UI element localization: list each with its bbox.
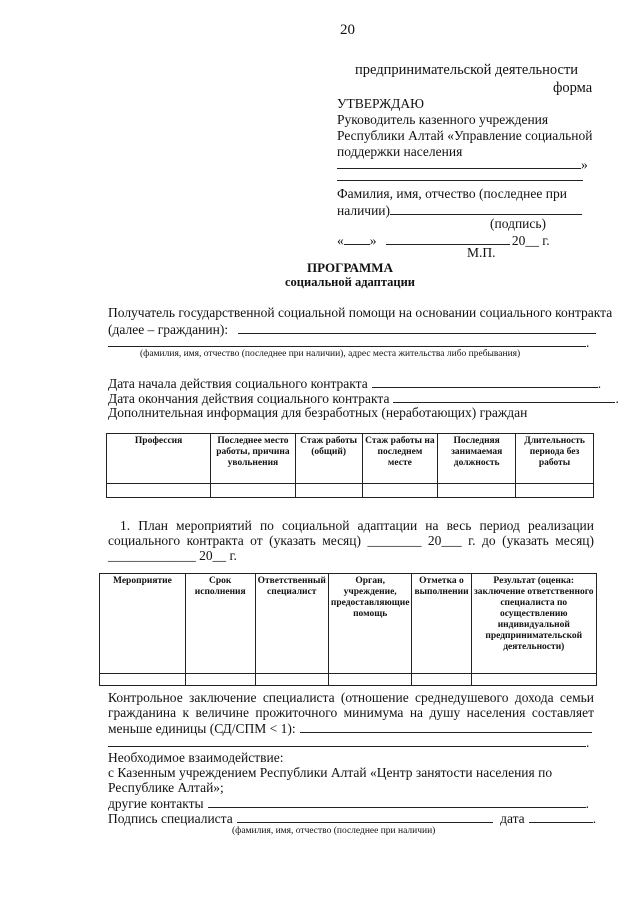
approval-date: « » 20__ г. <box>337 233 550 248</box>
column-header: Ответственный специалист <box>255 574 328 674</box>
table-cell <box>362 484 438 498</box>
table-cell <box>295 484 362 498</box>
table-cell <box>471 674 596 686</box>
column-header: Последняя занимаемая должность <box>438 434 516 484</box>
approver-blank-line: » <box>337 156 588 173</box>
column-header: Мероприятие <box>100 574 186 674</box>
signature-caption: (подпись) <box>490 216 547 231</box>
table-cell <box>516 484 594 498</box>
table-cell <box>107 484 211 498</box>
column-header: Стаж работы на последнем месте <box>362 434 438 484</box>
recipient-blank-line: . <box>108 334 589 351</box>
divider <box>337 180 583 181</box>
plan-text: социального контракта от (указать месяц) ________ 20___ г. до (указать месяц) <box>108 533 594 548</box>
stamp-label: М.П. <box>467 245 496 260</box>
contract-end: Дата окончания действия социального контракта . <box>108 391 619 406</box>
plan-text: 1. План мероприятий по социальной адаптации на весь период реализации <box>120 518 594 533</box>
signature-caption: (фамилия, имя, отчество (последнее при наличии) <box>232 826 436 836</box>
table-cell <box>211 484 295 498</box>
table-cell <box>100 674 186 686</box>
approver-line: Руководитель казенного учреждения <box>337 112 549 127</box>
table-cell <box>255 674 328 686</box>
contract-start: Дата начала действия социального контракта . <box>108 376 602 391</box>
fio-line: наличии) <box>337 202 582 219</box>
column-header: Срок исполнения <box>185 574 255 674</box>
table-row <box>107 484 594 498</box>
conclusion-text: гражданина к величине прожиточного минимума на душу населения составляет <box>108 705 594 720</box>
conclusion-text: меньше единицы (СД/СПМ < 1): <box>108 720 592 737</box>
table-row <box>100 674 597 686</box>
column-header: Стаж работы (общий) <box>295 434 362 484</box>
plan-text: _____________ 20__ г. <box>108 548 237 563</box>
conclusion-blank-line: . <box>108 734 589 751</box>
approve-label: УТВЕРЖДАЮ <box>337 96 425 111</box>
table-cell <box>438 484 516 498</box>
fio-line: Фамилия, имя, отчество (последнее при <box>337 186 567 201</box>
other-contacts: другие контакты . <box>108 796 589 811</box>
extra-info-label: Дополнительная информация для безработных (неработающих) граждан <box>108 405 528 420</box>
specialist-signature: Подпись специалиста дата . <box>108 811 597 826</box>
table-header-row <box>107 434 594 484</box>
column-header: Профессия <box>107 434 211 484</box>
employment-table <box>106 433 594 498</box>
interaction-text: Республике Алтай»; <box>108 780 224 795</box>
column-header: Последнее место работы, причина увольнения <box>211 434 295 484</box>
column-header: Длительность периода без работы <box>516 434 594 484</box>
conclusion-text: Контрольное заключение специалиста (отношение среднедушевого дохода семьи <box>108 690 594 705</box>
recipient-caption: (фамилия, имя, отчество (последнее при наличии), адрес места жительства либо пребывания) <box>140 349 521 359</box>
column-header: Отметка о выполнении <box>412 574 471 674</box>
table-cell <box>328 674 412 686</box>
interaction-text: с Казенным учреждением Республики Алтай «Центр занятости населения по <box>108 765 553 780</box>
header-line: предпринимательской деятельности <box>355 62 579 78</box>
table-cell <box>185 674 255 686</box>
column-header: Орган, учреждение, предоставляющие помощь <box>328 574 412 674</box>
table-header-row <box>100 574 597 674</box>
approver-line: Республики Алтай «Управление социальной <box>337 128 593 143</box>
document-subtitle: социальной адаптации <box>285 275 415 289</box>
table-cell <box>412 674 471 686</box>
column-header: Результат (оценка: заключение ответственного специалиста по осуществлению индивидуальной предпринимательской деятельности) <box>471 574 596 674</box>
recipient-text: (далее – гражданин): <box>108 321 596 338</box>
document-title: ПРОГРАММА <box>307 260 393 275</box>
activities-table <box>99 573 597 686</box>
interaction-title: Необходимое взаимодействие: <box>108 750 284 765</box>
recipient-text: Получатель государственной социальной помощи на основании социального контракта <box>108 305 613 320</box>
form-label: форма <box>553 80 593 96</box>
approver-line: поддержки населения <box>337 144 463 159</box>
page-number: 20 <box>340 22 355 38</box>
